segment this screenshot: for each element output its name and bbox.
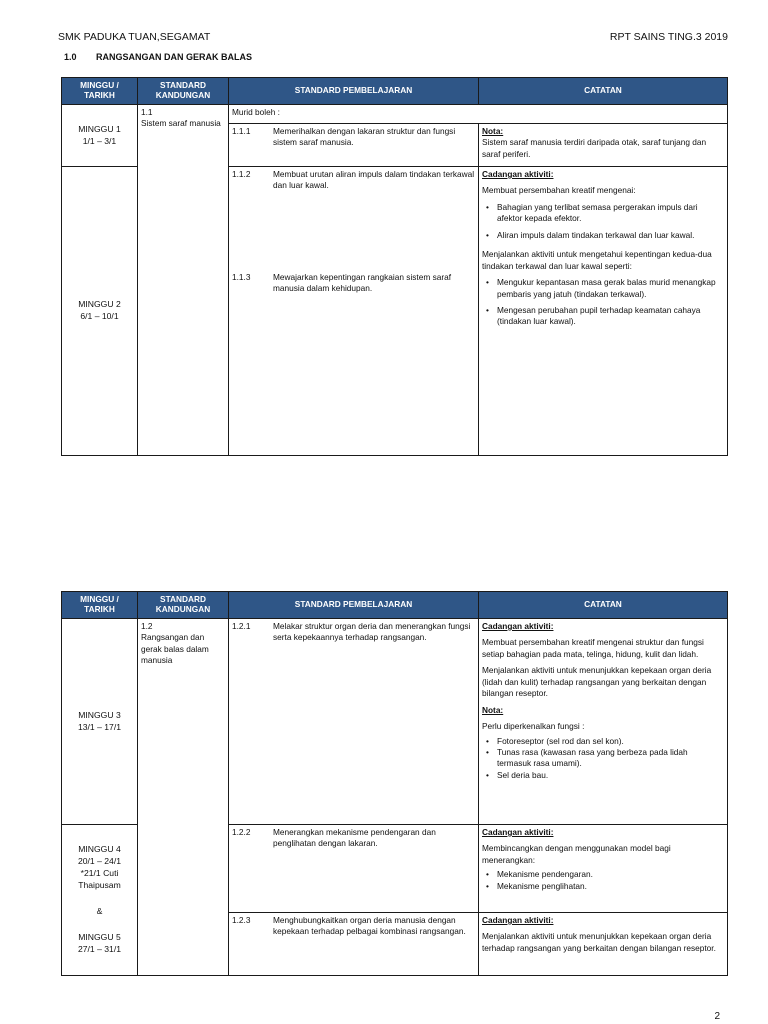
content-standard-title: Sistem saraf manusia — [141, 118, 221, 129]
note-label: Cadangan aktiviti: — [482, 621, 554, 631]
notes-cell — [479, 825, 728, 913]
ampersand: & — [96, 905, 103, 916]
list-item: • Tunas rasa (kawasan rasa yang berbeza pada lidah termasuk rasa umami). — [482, 747, 724, 770]
note-text: Membuat persembahan kreatif mengenai: — [482, 185, 636, 196]
ls-text: Memerihalkan dengan lakaran struktur dan fungsi sistem saraf manusia. — [273, 126, 456, 148]
note-text: Menjalankan aktiviti untuk menunjukkan kepekaan organ deria (lidah dan kulit) terhadap rangsangan yang berkaitan dengan bilangan reseptor. — [482, 665, 712, 699]
learning-standard-cell — [229, 619, 479, 825]
note-text: Perlu diperkenalkan fungsi : — [482, 721, 585, 732]
plan-table-1 — [61, 77, 728, 456]
note-text: Menjalankan aktiviti untuk menunjukkan kepekaan organ deria terhadap rangsangan yang berkaitan dengan bilangan reseptor. — [482, 931, 716, 953]
list-item: • Fotoreseptor (sel rod dan sel kon). — [482, 736, 724, 747]
ls-code: 1.1.2 — [232, 169, 251, 179]
week-label: MINGGU 4 — [78, 844, 121, 855]
col-header-content-standard: STANDARD KANDUNGAN — [138, 592, 229, 619]
week-dates: 13/1 – 17/1 — [77, 721, 121, 732]
list-item: • Bahagian yang terlibat semasa pergerakan impuls dari afektor kepada efektor. — [482, 202, 724, 225]
week-dates: 20/1 – 24/1 — [77, 856, 121, 867]
list-item: • Mengesan perubahan pupil terhadap keamatan cahaya (tindakan luar kawal). — [482, 305, 724, 328]
note-label: Cadangan aktiviti: — [482, 827, 554, 837]
list-item: • Mekanisme pendengaran. — [482, 869, 724, 880]
week-label: MINGGU 2 — [78, 299, 121, 310]
list-item: • Mekanisme penglihatan. — [482, 881, 724, 892]
week-cell — [62, 105, 138, 167]
notes-cell — [479, 124, 728, 167]
ls-code: 1.2.2 — [232, 827, 251, 837]
week-dates: 6/1 – 10/1 — [80, 311, 119, 321]
list-item: • Aliran impuls dalam tindakan terkawal dan luar kawal. — [482, 230, 724, 241]
week-dates: 27/1 – 31/1 — [77, 943, 121, 954]
school-name: SMK PADUKA TUAN,SEGAMAT — [58, 31, 211, 43]
ls-code: 1.1.3 — [232, 271, 251, 282]
list-item: • Mengukur kepantasan masa gerak balas murid menangkap pembaris yang jatuh (tindakan terkawal). — [482, 277, 724, 300]
col-header-learning-standard: STANDARD PEMBELAJARAN — [229, 78, 479, 105]
week-cell — [62, 619, 138, 825]
content-standard-cell — [138, 105, 229, 456]
ls-text: Menerangkan mekanisme pendengaran dan penglihatan dengan lakaran. — [273, 827, 436, 849]
notes-cell — [479, 913, 728, 976]
section-title: RANGSANGAN DAN GERAK BALAS — [96, 52, 253, 62]
table-header-row — [62, 78, 728, 105]
content-standard-cell — [138, 619, 229, 976]
holiday-note: *21/1 Cuti — [80, 868, 119, 879]
note-label: Nota: — [482, 704, 504, 715]
note-text: Menjalankan aktiviti untuk mengetahui kepentingan kedua-dua tindakan terkawal dan luar kawal seperti: — [482, 249, 712, 271]
table-row — [62, 105, 728, 124]
note-label: Nota: — [482, 126, 504, 136]
learning-standard-cell — [229, 124, 479, 167]
content-standard-code: 1.2 — [141, 621, 153, 631]
ls-code: 1.2.3 — [232, 915, 251, 925]
table-row — [62, 619, 728, 825]
list-item: • Sel deria bau. — [482, 770, 724, 781]
activity-list — [482, 277, 724, 328]
week-cell — [62, 825, 138, 976]
col-header-content-standard: STANDARD KANDUNGAN — [138, 78, 229, 105]
col-header-week: MINGGU / TARIKH — [62, 78, 138, 105]
ls-text: Menghubungkaitkan organ deria manusia dengan kepekaan terhadap pelbagai kombinasi rangsangan. — [273, 915, 466, 937]
holiday-name: Thaipusam — [78, 880, 121, 891]
week-label: MINGGU 1 — [78, 123, 121, 134]
learning-standard-cell — [229, 825, 479, 913]
page-number: 2 — [714, 1011, 720, 1022]
week-cell — [62, 167, 138, 456]
ls-text: Mewajarkan kepentingan rangkaian sistem saraf manusia dalam kehidupan. — [273, 271, 452, 294]
section-heading — [64, 52, 252, 62]
content-standard-title: Rangsangan dan gerak balas dalam manusia — [141, 632, 209, 666]
week-label: MINGGU 3 — [78, 709, 121, 720]
week-label: MINGGU 5 — [78, 931, 121, 942]
document-title: RPT SAINS TING.3 2019 — [609, 31, 728, 43]
mechanism-list — [482, 869, 724, 892]
col-header-learning-standard: STANDARD PEMBELAJARAN — [229, 592, 479, 619]
ls-text: Membuat urutan aliran impuls dalam tindakan terkawal dan luar kawal. — [273, 169, 475, 191]
activity-list — [482, 202, 724, 241]
murid-boleh-label: Murid boleh : — [232, 107, 280, 117]
learning-standard-cell — [229, 167, 479, 456]
note-text: Sistem saraf manusia terdiri daripada otak, saraf tunjang dan saraf periferi. — [482, 137, 707, 159]
section-number: 1.0 — [64, 52, 77, 62]
ls-text: Melakar struktur organ deria dan menerangkan fungsi serta kepekaannya terhadap rangsangan. — [273, 621, 471, 643]
note-text: Membincangkan dengan menggunakan model bagi menerangkan: — [482, 843, 671, 865]
notes-cell — [479, 167, 728, 456]
table-header-row — [62, 592, 728, 619]
note-label: Cadangan aktiviti: — [482, 169, 554, 179]
col-header-week: MINGGU / TARIKH — [62, 592, 138, 619]
note-text: Membuat persembahan kreatif mengenai struktur dan fungsi setiap bahagian pada mata, telinga, hidung, kulit dan lidah. — [482, 637, 704, 659]
notes-cell — [479, 619, 728, 825]
learning-standard-cell — [229, 913, 479, 976]
week-dates: 1/1 – 3/1 — [82, 135, 117, 146]
col-header-notes: CATATAN — [479, 592, 728, 619]
murid-boleh-cell — [229, 105, 728, 124]
col-header-notes: CATATAN — [479, 78, 728, 105]
plan-table-2 — [61, 591, 728, 976]
ls-code: 1.2.1 — [232, 621, 251, 631]
ls-code: 1.1.1 — [232, 126, 251, 136]
function-list — [482, 736, 724, 782]
note-label: Cadangan aktiviti: — [482, 915, 554, 925]
content-standard-code: 1.1 — [141, 107, 153, 117]
